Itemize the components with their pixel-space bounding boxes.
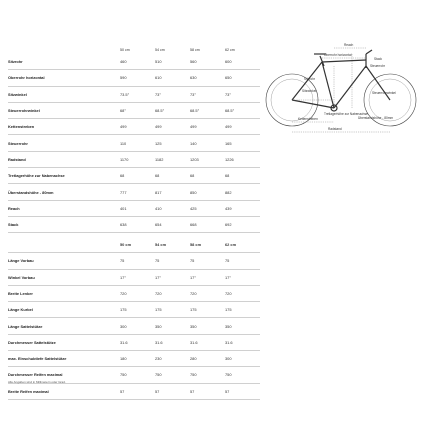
table-row <box>8 201 260 217</box>
bike-geometry-diagram <box>262 36 422 146</box>
row-value: 668 <box>190 222 197 228</box>
row-label: Länge Sattelstütze <box>8 323 43 329</box>
label-tretlager: Tretlagerhöhe zur Nabenachse <box>324 112 368 116</box>
label-steuerrohr: Steuerrohr <box>370 64 386 68</box>
row-label: Kettenstreben <box>8 124 35 130</box>
table-row <box>8 286 260 302</box>
row-value: 57 <box>155 388 160 394</box>
row-value: 610 <box>155 75 162 81</box>
row-value: 175 <box>120 307 127 313</box>
row-value: 499 <box>225 124 232 130</box>
label-stack: Stack <box>374 57 382 61</box>
row-value: 654 <box>155 222 162 228</box>
geometry-table <box>8 46 260 400</box>
table-row <box>8 54 260 70</box>
table-row <box>8 70 260 86</box>
row-value: 630 <box>190 75 197 81</box>
row-value: 68 <box>155 173 160 179</box>
row-value: 73° <box>155 91 161 97</box>
label-oberrohr: Oberrohr horizontal <box>324 53 352 57</box>
row-value: 750 <box>155 372 162 378</box>
row-value: 73° <box>225 91 231 97</box>
row-value: 410 <box>155 205 162 211</box>
size-col-62: 62 cm <box>225 242 237 248</box>
row-label: Winkel Vorbau <box>8 274 35 280</box>
row-value: 1203 <box>190 156 199 162</box>
row-value: 460 <box>120 59 127 65</box>
row-value: 560 <box>190 59 197 65</box>
row-value: 75 <box>190 258 195 264</box>
row-value: 1182 <box>155 156 164 162</box>
row-value: 510 <box>155 59 162 65</box>
row-value: 817 <box>155 189 162 195</box>
table-row <box>8 135 260 151</box>
row-label: Reach <box>8 205 20 211</box>
row-value: 31.6 <box>120 339 128 345</box>
row-value: 1226 <box>225 156 234 162</box>
row-value: 401 <box>120 205 127 211</box>
row-value: 499 <box>155 124 162 130</box>
label-kettenstreben: Kettenstreben <box>298 117 318 121</box>
label-sitzrohr: Sitzrohr <box>304 77 315 81</box>
row-value: 600 <box>225 59 232 65</box>
row-value: 777 <box>120 189 127 195</box>
row-label: Länge Kurbel <box>8 307 33 313</box>
table-row <box>8 335 260 351</box>
row-label: Steuerrohr <box>8 140 28 146</box>
front-rim-icon <box>369 79 411 121</box>
table-row <box>8 302 260 318</box>
row-label: Durchmesser Reifen maximal <box>8 372 63 378</box>
size-col-58: 58 cm <box>190 242 202 248</box>
row-value: 692 <box>225 222 232 228</box>
label-sitzwinkel: Sitzwinkel <box>302 89 317 93</box>
row-label: max. Einschubtiefe Sattelstütze <box>8 356 67 362</box>
row-value: 650 <box>225 75 232 81</box>
table-row <box>8 184 260 200</box>
row-value: 110 <box>120 140 127 146</box>
row-label: Sitzrohr <box>8 59 23 65</box>
table-row <box>8 168 260 184</box>
table-row <box>8 351 260 367</box>
row-value: 590 <box>120 75 127 81</box>
row-value: 882 <box>225 189 232 195</box>
row-label: Steuerrohrwinkel <box>8 108 40 114</box>
table-row <box>8 384 260 400</box>
row-label: Breite Lenker <box>8 291 33 296</box>
table-row <box>8 318 260 334</box>
row-value: 1170 <box>120 156 129 162</box>
row-label: Breite Reifen maximal <box>8 388 49 394</box>
row-value: 350 <box>225 323 232 329</box>
row-value: 57 <box>120 388 125 394</box>
row-value: 68 <box>120 173 125 179</box>
row-value: 499 <box>190 124 197 130</box>
row-value: 720 <box>120 291 127 296</box>
label-radstand: Radstand <box>328 127 342 131</box>
row-value: 17° <box>190 274 196 280</box>
row-label: Oberrohr horizontal <box>8 75 45 81</box>
row-value: 75 <box>155 258 160 264</box>
table-row <box>8 103 260 119</box>
row-value: 720 <box>225 291 232 296</box>
row-value: 68° <box>120 108 126 114</box>
row-value: 75 <box>120 258 125 264</box>
table-row <box>8 87 260 103</box>
row-value: 300 <box>225 356 232 362</box>
row-value: 175 <box>155 307 162 313</box>
row-value: 300 <box>120 323 127 329</box>
row-label: Überstandshöhe - 80mm <box>8 189 54 195</box>
row-value: 68 <box>225 173 230 179</box>
table-row <box>8 217 260 233</box>
table-row <box>8 270 260 286</box>
size-col-54: 54 cm <box>155 242 167 248</box>
row-value: 73° <box>190 91 196 97</box>
row-value: 68.5° <box>225 108 235 114</box>
row-value: 75 <box>225 258 230 264</box>
row-value: 68 <box>190 173 195 179</box>
row-value: 175 <box>190 307 197 313</box>
size-header-2 <box>8 237 260 253</box>
row-value: 125 <box>155 140 162 146</box>
row-value: 57 <box>190 388 195 394</box>
row-value: 175 <box>225 307 232 313</box>
row-label: Stack <box>8 222 19 228</box>
size-col-50: 50 cm <box>120 48 130 52</box>
row-value: 17° <box>155 274 161 280</box>
row-label: Sitzwinkel <box>8 91 27 97</box>
row-value: 499 <box>120 124 127 130</box>
footnote: Alle Angaben sind in Millimetern oder Grad. <box>8 380 66 384</box>
row-value: 439 <box>225 205 232 211</box>
row-value: 17° <box>225 274 231 280</box>
row-label: Länge Vorbau <box>8 258 34 264</box>
table-row <box>8 253 260 269</box>
row-value: 850 <box>190 189 197 195</box>
row-label: Tretlagerhöhe zur Nabenachse <box>8 173 65 179</box>
row-value: 720 <box>190 291 197 296</box>
row-value: 750 <box>190 372 197 378</box>
label-reach: Reach <box>344 43 354 47</box>
row-value: 17° <box>120 274 126 280</box>
row-value: 31.6 <box>155 339 163 345</box>
row-value: 638 <box>120 222 127 228</box>
size-col-50: 50 cm <box>120 242 132 248</box>
row-value: 165 <box>225 140 232 146</box>
row-value: 57 <box>225 388 230 394</box>
label-ueberstand: Überstandshöhe - 80mm <box>358 116 394 120</box>
row-value: 750 <box>120 372 127 378</box>
row-value: 350 <box>155 323 162 329</box>
size-col-58: 58 cm <box>190 48 200 52</box>
row-label: Radstand <box>8 156 26 162</box>
row-value: 750 <box>225 372 232 378</box>
row-value: 180 <box>120 356 127 362</box>
row-value: 140 <box>190 140 197 146</box>
size-header <box>8 46 260 54</box>
row-value: 720 <box>155 291 162 296</box>
row-value: 68.5° <box>155 108 165 114</box>
size-col-62: 62 cm <box>225 48 235 52</box>
row-value: 68.5° <box>190 108 200 114</box>
label-steuerrohrwinkel: Steuerrohrwinkel <box>372 91 396 95</box>
row-value: 230 <box>155 356 162 362</box>
row-value: 31.6 <box>225 339 233 345</box>
table-row <box>8 119 260 135</box>
row-value: 350 <box>190 323 197 329</box>
row-value: 73.5° <box>120 91 130 97</box>
row-value: 280 <box>190 356 197 362</box>
row-value: 425 <box>190 205 197 211</box>
row-value: 31.6 <box>190 339 198 345</box>
size-col-54: 54 cm <box>155 48 165 52</box>
frame-rows <box>8 54 260 233</box>
component-rows <box>8 253 260 400</box>
table-row <box>8 152 260 168</box>
row-label: Durchmesser Sattelstütze <box>8 339 56 345</box>
